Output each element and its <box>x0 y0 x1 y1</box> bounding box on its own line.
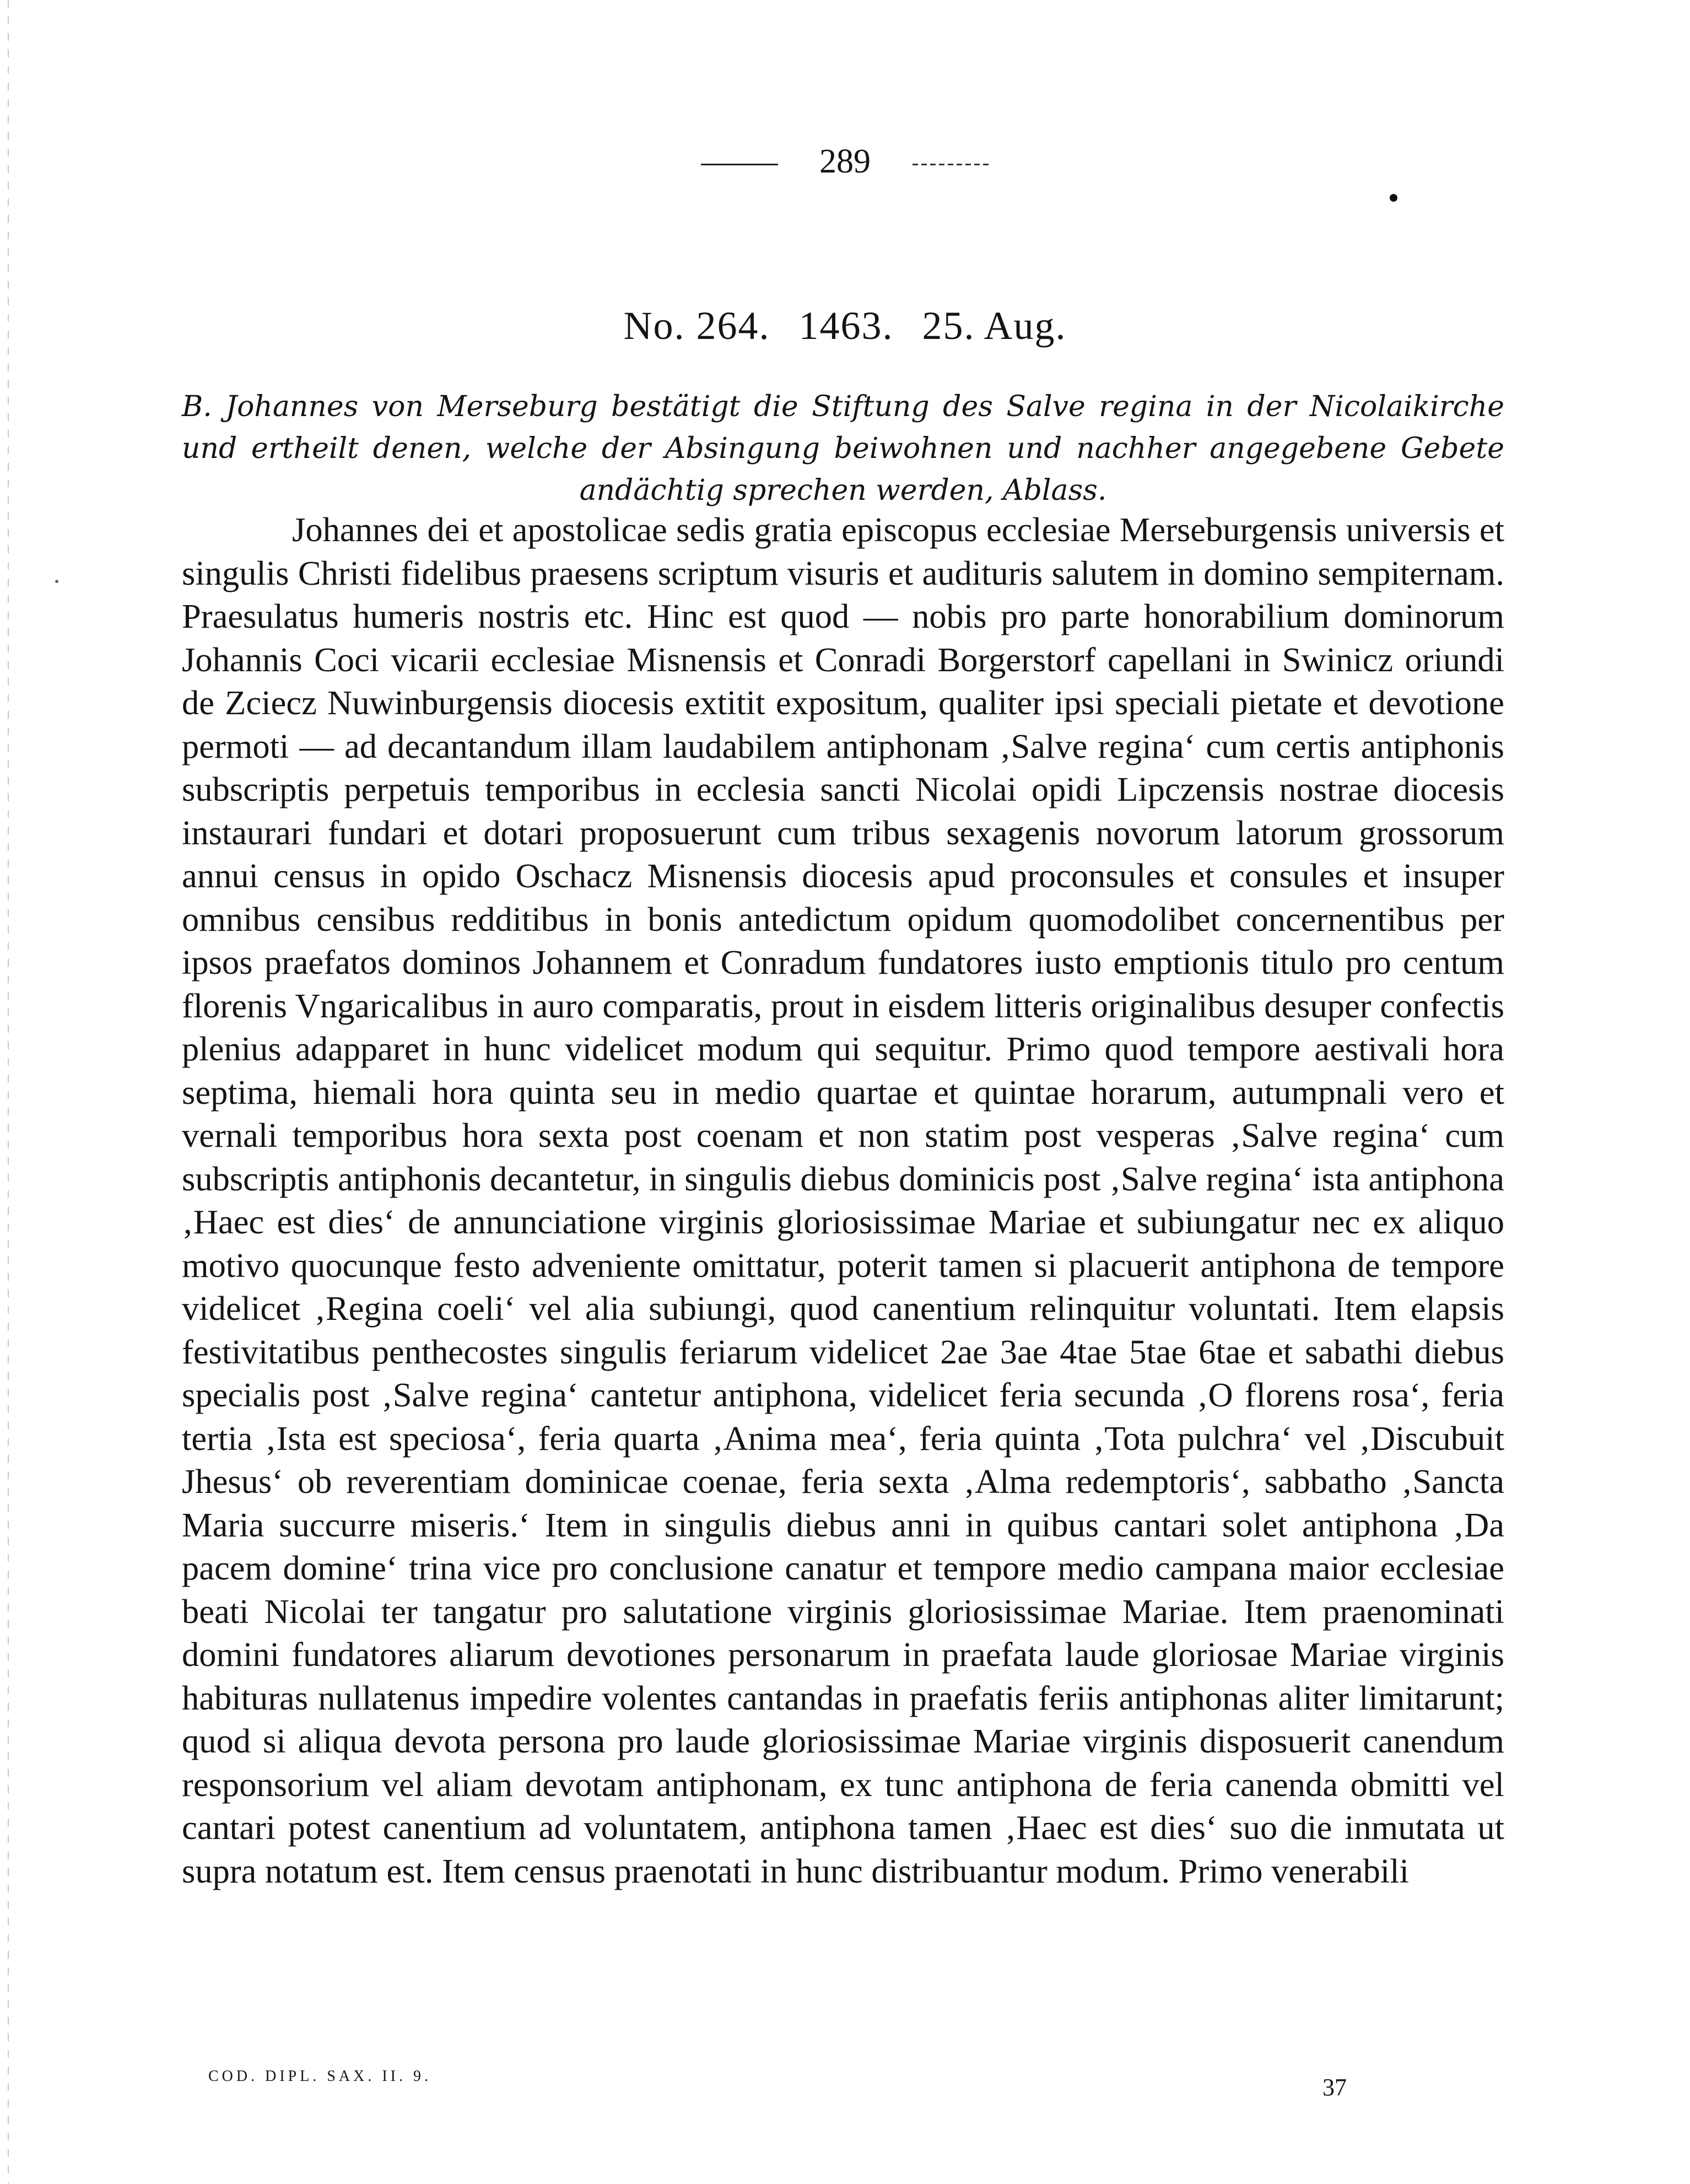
document-body: Johannes dei et apostolicae sedis gratia episcopus ecclesiae Merseburgensis universis et singulis Christi fidelibus praesens scriptum visuris et audituris salutem in domino sempiternam. Praesulatus humeris nostris etc. Hinc est quod — nobis pro parte honorabilium dominorum Johannis Coci vicarii ecclesiae Misnensis et Conradi Borgerstorf capellani in Swinicz oriundi de Zciecz Nuwinburgensis diocesis extitit expositum, qualiter ipsi speciali pietate et devotione permoti — ad decantandum illam laudabilem antiphonam ‚Salve regina‘ cum certis antiphonis subscriptis perpetuis temporibus in ecclesia sancti Nicolai opidi Lipczensis nostrae diocesis instaurari fundari et dotari proposuerunt cum tribus sexagenis novorum latorum grossorum annui census in opido Oschacz Misnensis diocesis apud proconsules et consules et insuper omnibus censibus redditibus in bonis antedictum opidum quomodolibet concernentibus per ipsos praefatos dominos Johannem et Conradum fundatores iusto emptionis titulo pro centum florenis Vngaricalibus in auro comparatis, prout in eisdem litteris originalibus desuper confectis plenius adapparet in hunc videlicet modum qui sequitur. Primo quod tempore aestivali hora septima, hiemali hora quinta seu in medio quartae et quintae horarum, autumpnali vero et vernali temporibus hora sexta post coenam et non statim post vesperas ‚Salve regina‘ cum subscriptis antiphonis decantetur, in singulis diebus dominicis post ‚Salve regina‘ ista antiphona ‚Haec est dies‘ de annunciatione virginis gloriosissimae Mariae et subiungatur nec ex aliquo motivo quocunque festo adveniente omittatur, poterit tamen si placuerit antiphona de tempore videlicet ‚Regina coeli‘ vel alia subiungi, quod canentium relinquitur voluntati. Item elapsis festivitatibus penthecostes singulis feriarum videlicet 2ae 3ae 4tae 5tae 6tae et sabathi diebus specialis post ‚Salve regina‘ cantetur antiphona, videlicet feria secunda ‚O florens rosa‘, feria tertia ‚Ista est speciosa‘, feria quarta ‚Anima mea‘, feria quinta ‚Tota pulchra‘ vel ‚Discubuit Jhesus‘ ob reverentiam dominicae coenae, feria sexta ‚Alma redemptoris‘, sabbatho ‚Sancta Maria succurre miseris.‘ Item in singulis diebus anni in quibus cantari solet antiphona ‚Da pacem domine‘ trina vice pro conclusione canatur et tempore medio campana maior ecclesiae beati Nicolai ter tangatur pro salutatione virginis gloriosissimae Mariae. Item praenominati domini fundatores aliarum devotiones personarum in praefata laude gloriosae Mariae virginis habituras nullatenus impedire volentes cantandas in praefatis feriis antiphonas aliter limitarunt; quod si aliqua devota persona pro laude gloriosissimae Mariae virginis disposuerit canendum responsorium vel aliam devotam antiphonam, ex tunc antiphona de feria canenda obmitti vel cantari potest canentium ad voluntatem, antiphona tamen ‚Haec est dies‘ suo die inmutata ut supra notatum est. Item census praenotati in hunc distribuantur modum. Primo venerabili <box>182 510 1504 1890</box>
header-rule-right <box>913 164 990 165</box>
document-regest: B. Johannes von Merseburg bestätigt die Stiftung des Salve regina in der Nicolaikirche und ertheilt denen, welche der Absingung beiwohnen und nachher angegebene Gebete andächtig sprechen werden, Ablass. <box>182 390 1504 507</box>
page-number: 289 <box>819 143 871 180</box>
print-mark-dot <box>1390 194 1397 202</box>
document-title <box>0 303 1690 349</box>
page-header <box>0 142 1690 181</box>
margin-speck <box>55 580 58 583</box>
footer-sheet-number: 37 <box>1322 2074 1347 2101</box>
document-date: 25. Aug. <box>922 304 1067 348</box>
document-year: 1463. <box>798 304 894 348</box>
footer-series: COD. DIPL. SAX. II. 9. <box>208 2068 431 2085</box>
header-rule-left <box>701 164 778 165</box>
document-number: No. 264. <box>623 304 770 348</box>
